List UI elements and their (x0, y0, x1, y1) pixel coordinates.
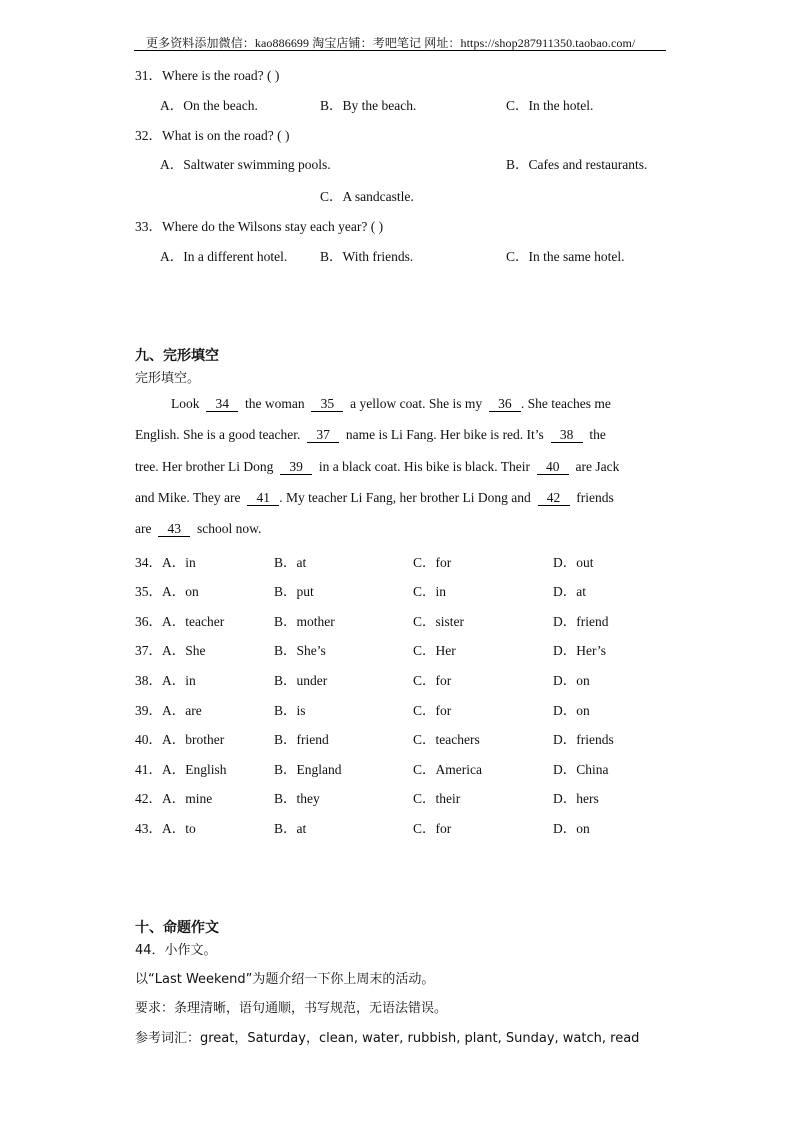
question-33: 33．Where do the Wilsons stay each year? ( ) (135, 219, 384, 234)
passage-line-4: and Mike. They are 41 . My teacher Li Fang, her brother Li Dong and 42 friends (135, 490, 614, 505)
q31-option-b: B．By the beach. (320, 98, 417, 113)
blank-36[interactable]: 36 (489, 396, 521, 412)
blank-34[interactable]: 34 (206, 396, 238, 412)
passage-line-1: Look 34 the woman 35 a yellow coat. She is my 36 . She teaches me (171, 396, 611, 411)
q33-option-b: B．With friends. (320, 249, 414, 264)
passage-line-2: English. She is a good teacher. 37 name is Li Fang. Her bike is red. It’s 38 the (135, 427, 606, 442)
question-32: 32．What is on the road? ( ) (135, 128, 290, 143)
q31-option-a: A．On the beach. (160, 98, 258, 113)
cloze-instruction: 完形填空。 (135, 371, 201, 386)
q32-option-a: A．Saltwater swimming pools. (160, 157, 331, 172)
blank-38[interactable]: 38 (551, 427, 583, 443)
writing-vocabulary: 参考词汇：great，Saturday，clean, water, rubbish, plant, Sunday, watch, read (135, 1031, 640, 1046)
section-title-writing: 十、命题作文 (135, 920, 219, 936)
question-31: 31．Where is the road? ( ) (135, 68, 280, 83)
q33-option-c: C．In the same hotel. (506, 249, 625, 264)
blank-39[interactable]: 39 (280, 459, 312, 475)
q31-option-c: C．In the hotel. (506, 98, 594, 113)
section-title-cloze: 九、完形填空 (135, 348, 219, 364)
q32-option-b: B．Cafes and restaurants. (506, 157, 648, 172)
blank-37[interactable]: 37 (307, 427, 339, 443)
blank-35[interactable]: 35 (311, 396, 343, 412)
blank-40[interactable]: 40 (537, 459, 569, 475)
passage-line-5: are 43 school now. (135, 521, 262, 536)
header-divider (134, 50, 666, 51)
q32-option-c: C．A sandcastle. (320, 189, 414, 204)
page-header: 更多资料添加微信：kao886699 淘宝店铺：考吧笔记 网址：https://shop287911350.taobao.com/ (146, 36, 636, 50)
passage-line-3: tree. Her brother Li Dong 39 in a black coat. His bike is black. Their 40 are Jack (135, 459, 620, 474)
writing-topic: 以“Last Weekend”为题介绍一下你上周末的活动。 (135, 972, 435, 987)
question-44: 44．小作文。 (135, 943, 217, 958)
blank-42[interactable]: 42 (538, 490, 570, 506)
q33-option-a: A．In a different hotel. (160, 249, 288, 264)
blank-41[interactable]: 41 (247, 490, 279, 506)
blank-43[interactable]: 43 (158, 521, 190, 537)
writing-requirements: 要求：条理清晰，语句通顺，书写规范，无语法错误。 (135, 1001, 448, 1016)
